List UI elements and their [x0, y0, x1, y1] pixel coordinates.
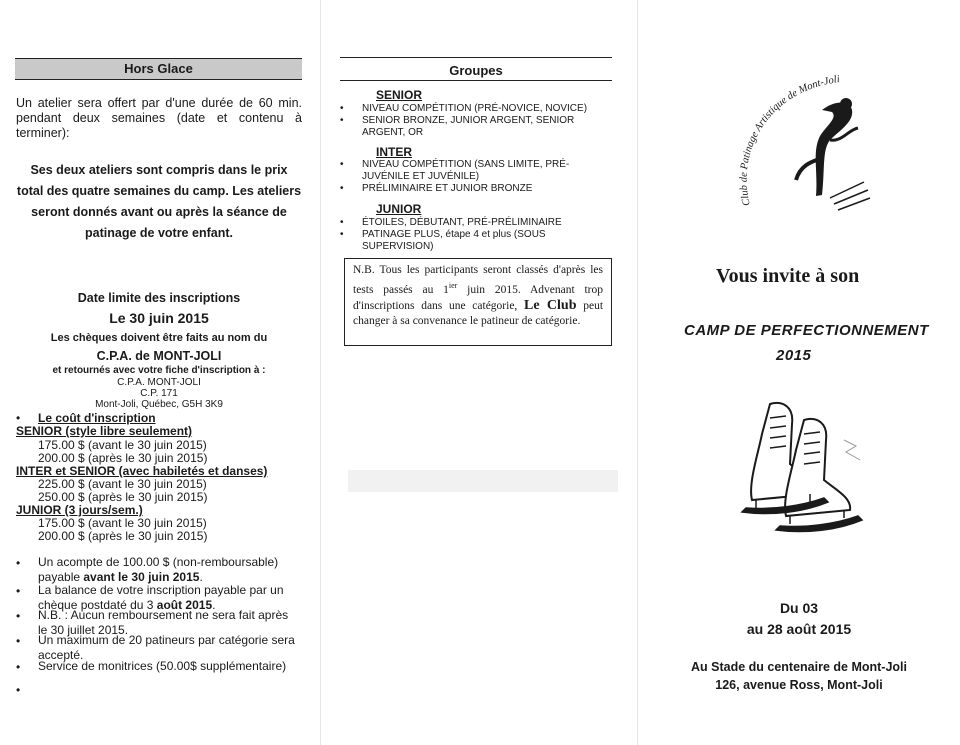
cost-line: 175.00 $ (avant le 30 juin 2015): [38, 516, 207, 530]
groupes-header: Groupes: [449, 63, 503, 78]
bullet: •: [16, 683, 21, 697]
cost-title: Le coût d'inscription: [38, 411, 156, 425]
bullet: •: [16, 634, 21, 648]
group-item: ÉTOILES, DÉBUTANT, PRÉ-PRÉLIMINAIRE: [362, 217, 562, 228]
address-line: Mont-Joli, Québec, G5H 3K9: [95, 399, 223, 410]
group-item: NIVEAU COMPÉTITION (SANS LIMITE, PRÉ-JUVÉNILE ET JUVÉNILE): [362, 159, 570, 182]
skates-illustration: [732, 394, 872, 534]
cost-group-inter: INTER et SENIOR (avec habiletés et danses): [16, 464, 268, 478]
mailing-address: [16, 377, 302, 410]
club-logo: [730, 70, 878, 220]
cost-line: 200.00 $ (après le 30 juin 2015): [38, 529, 208, 543]
cost-line: 175.00 $ (avant le 30 juin 2015): [38, 438, 207, 452]
cost-group-junior: JUNIOR (3 jours/sem.): [16, 503, 143, 517]
cost-line: 250.00 $ (après le 30 juin 2015): [38, 490, 208, 504]
note-bold: août 2015: [156, 598, 213, 612]
return-line: et retournés avec votre fiche d'inscription à :: [52, 365, 266, 376]
cheques-line: Les chèques doivent être faits au nom du: [50, 332, 268, 344]
address-line: C.P. 171: [140, 388, 178, 399]
deadline-date: Le 30 juin 2015: [109, 310, 209, 326]
note-deposit: [38, 555, 300, 585]
nb-box: [344, 258, 612, 346]
note-text: La balance de votre inscription payable par un chèque postdaté du 3: [38, 583, 284, 612]
nb-text: N.B. Tous les participants seront classés d'après les tests passés au 1: [353, 264, 603, 296]
bullet: •: [16, 609, 21, 623]
dates-start: Du 03: [779, 600, 819, 616]
fold-line-left: [320, 0, 321, 745]
nb-text: juin 2015. Advenant trop d'inscriptions dans une catégorie,: [353, 283, 603, 312]
group-item: PRÉLIMINAIRE ET JUNIOR BRONZE: [362, 183, 533, 194]
rule-bottom: [340, 80, 612, 81]
bullet: •: [340, 103, 344, 114]
note-bold: avant le 30 juin 2015: [83, 570, 200, 584]
note-maximum: Un maximum de 20 patineurs par catégorie sera accepté.: [38, 633, 295, 662]
bullet: •: [16, 584, 21, 598]
bullet: •: [340, 159, 344, 170]
cost-line: 225.00 $ (avant le 30 juin 2015): [38, 477, 207, 491]
bullet: •: [340, 229, 344, 240]
left-panel: [0, 0, 318, 745]
cost-line: 200.00 $ (après le 30 juin 2015): [38, 451, 208, 465]
group-item: PATINAGE PLUS, étape 4 et plus (SOUS SUPERVISION): [362, 229, 546, 252]
bullet: •: [340, 183, 344, 194]
right-panel: [638, 0, 960, 745]
cost-group-senior: SENIOR (style libre seulement): [16, 424, 193, 438]
skater-logo-icon: [730, 70, 878, 220]
nb-text: peut changer à sa convenance le patineur de catégorie.: [353, 299, 604, 327]
group-item: SENIOR BRONZE, JUNIOR ARGENT, SENIOR ARGENT, OR: [362, 115, 575, 138]
group-senior: SENIOR: [376, 88, 423, 102]
atelier-intro: Un atelier sera offert par d'une durée de 60 min. pendant deux semaines (date et contenu à terminer):: [16, 96, 302, 140]
note-text: Un acompte de 100.00 $ (non-remboursable) payable: [38, 555, 279, 584]
bullet: •: [340, 217, 344, 228]
note-text: .: [199, 570, 203, 584]
invite-line: Vous invite à son: [716, 265, 860, 287]
nb-superscript: ier: [448, 281, 458, 290]
deadline-label: Date limite des inscriptions: [77, 291, 241, 305]
nb-club: Le Club: [524, 297, 577, 313]
bullet: •: [340, 115, 344, 126]
hors-glace-header: Hors Glace: [15, 58, 302, 80]
group-junior: JUNIOR: [376, 202, 422, 216]
bullet: •: [16, 411, 21, 425]
camp-year: 2015: [776, 347, 812, 364]
middle-panel: [322, 0, 636, 745]
note-text: .: [212, 598, 216, 612]
group-item: NIVEAU COMPÉTITION (PRÉ-NOVICE, NOVICE): [362, 103, 588, 114]
ice-skates-icon: [732, 394, 872, 534]
note-monitrices: Service de monitrices (50.00$ supplémentaire): [38, 659, 287, 673]
note-refund: N.B. : Aucun remboursement ne sera fait après le 30 juillet 2015.: [38, 608, 289, 637]
camp-title: CAMP DE PERFECTIONNEMENT: [684, 322, 929, 339]
club-name: C.P.A. de MONT-JOLI: [96, 349, 222, 363]
group-inter: INTER: [376, 145, 412, 159]
bleed-band: [348, 470, 618, 492]
address-line: C.P.A. MONT-JOLI: [117, 377, 201, 388]
ateliers-note: Ses deux ateliers sont compris dans le prix total des quatre semaines du camp. Les ateliers seront donnés avant ou après la séance de patinage de votre enfant.: [16, 163, 302, 240]
logo-text: Club de Patinage Artistique de Mont-Joli: [738, 74, 841, 207]
venue-address: 126, avenue Ross, Mont-Joli: [715, 678, 883, 692]
rule-top: [340, 57, 612, 58]
dates-end: au 28 août 2015: [746, 621, 852, 637]
bullet: •: [16, 660, 21, 674]
venue-name: Au Stade du centenaire de Mont-Joli: [691, 660, 907, 674]
bullet: •: [16, 556, 21, 570]
